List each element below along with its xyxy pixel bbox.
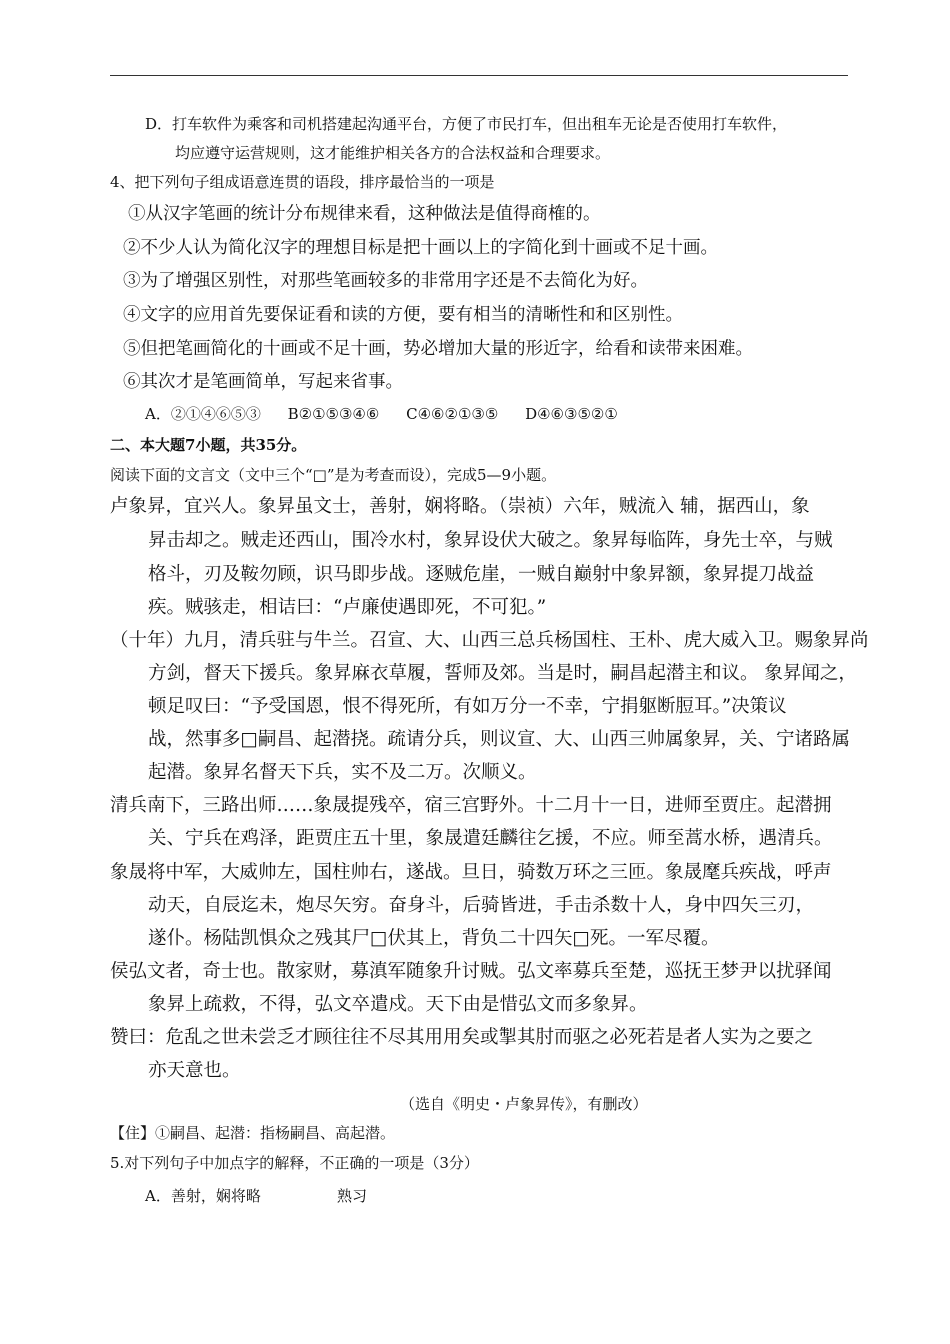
- q4-sentence-2: ②不少人认为简化汉字的理想目标是把十画以上的字简化到十画或不足十画。: [123, 238, 718, 258]
- q4-sentence-3: ③为了增强区别性，对那些笔画较多的非常用字还是不去简化为好。: [123, 271, 648, 291]
- footnote: 【住】①嗣昌、起潜：指杨嗣昌、高起潜。: [110, 1124, 396, 1142]
- q4-sentence-5: ⑤但把笔画简化的十画或不足十画，势必增加大量的形近字，给看和读带来困难。: [123, 339, 753, 359]
- section2-intro: 阅读下面的文言文（文中三个“□”是为考查而设），完成5—9小题。: [110, 466, 557, 484]
- q4-sentence-1: ①从汉字笔画的统计分布规律来看，这种做法是值得商榷的。: [128, 204, 601, 224]
- q5-stem: 5.对下列句子中加点字的解释，不正确的一项是（3分）: [110, 1154, 479, 1172]
- q4-option-b: B②①⑤③④⑥: [287, 405, 380, 423]
- header-rule: [110, 75, 848, 76]
- passage-line-17: 赞曰：危乱之世未尝乏才顾往往不尽其用用矣或掣其肘而驱之必死若是者人实为之要之: [110, 1027, 814, 1048]
- passage-line-10: 清兵南下，三路出师……象晟提残卒，宿三宫野外。十二月十一日，进师至贾庄。起潜拥: [110, 795, 832, 816]
- passage-line-4: 疾。贼骇走，相诘曰：“卢廉使遇即死，不可犯。”: [148, 597, 547, 618]
- q4-option-c: C④⑥②①③⑤: [406, 405, 499, 423]
- q4-stem: 4、把下列句子组成语意连贯的语段，排序最恰当的一项是: [110, 173, 495, 191]
- passage-line-9: 起潜。象昇名督天下兵，实不及二万。次顺义。: [148, 762, 537, 783]
- q4-sentence-6: ⑥其次才是笔画简单，写起来省事。: [123, 372, 403, 392]
- passage-line-16: 象昇上疏救，不得，弘文卒遣戍。天下由是惜弘文而多象昇。: [148, 994, 648, 1015]
- passage-line-11: 关、宁兵在鸡泽，距贾庄五十里，象晟遣廷麟往乞援，不应。师至蒿水桥，遇清兵。: [148, 828, 833, 849]
- passage-line-13: 动天，自辰迄未，炮尽矢穷。奋身斗，后骑皆进，手击杀数十人，身中四矢三刃，: [148, 895, 815, 916]
- passage-line-15: 侯弘文者，奇士也。散家财，募滇军随象升讨贼。弘文率募兵至楚，巡抚王梦尹以扰驿闻: [110, 961, 832, 982]
- passage-line-7: 顿足叹曰：“予受国恩，恨不得死所，有如万分一不幸，宁捐躯断脰耳。”决策议: [148, 696, 787, 717]
- passage-line-18: 亦天意也。: [148, 1060, 241, 1081]
- q5-option-a-gloss: 熟习: [337, 1187, 368, 1205]
- passage-line-12: 象晟将中军，大威帅左，国柱帅右，遂战。旦日，骑数万环之三匝。象晟麾兵疾战，呼声: [110, 862, 832, 883]
- q4-options: [145, 407, 640, 422]
- passage-line-6: 方剑，督天下援兵。象昇麻衣草履，誓师及郊。当是时，嗣昌起潜主和议。 象昇闻之，: [148, 663, 857, 684]
- passage-line-14: 遂仆。杨陆凯惧众之残其尸□伏其上，背负二十四矢□死。一军尽覆。: [148, 928, 720, 949]
- option-d-line1: D．打车软件为乘客和司机搭建起沟通平台，方便了市民打车，但出租车无论是否使用打车软件，: [145, 115, 788, 133]
- passage-source: （选自《明史・卢象昇传》，有删改）: [400, 1095, 648, 1113]
- passage-line-3: 格斗，刃及鞍勿顾，识马即步战。逐贼危崖，一贼自巅射中象昇额，象昇提刀战益: [148, 564, 815, 585]
- section2-heading: 二、本大题7小题，共35分。: [110, 436, 307, 454]
- passage-line-5: （十年）九月，清兵驻与牛兰。召宣、大、山西三总兵杨国柱、王朴、虎大威入卫。赐象昇尚: [110, 630, 869, 651]
- q5-option-a: A．善射，娴将略: [145, 1187, 261, 1205]
- q4-option-a: A．②①④⑥⑤③: [145, 405, 261, 423]
- q4-option-d: D④⑥③⑤②①: [525, 405, 618, 423]
- passage-line-2: 昇击却之。贼走还西山，围冷水村，象昇设伏大破之。象昇每临阵，身先士卒，与贼: [148, 530, 833, 551]
- q4-sentence-4: ④文字的应用首先要保证看和读的方便，要有相当的清晰性和和区别性。: [123, 305, 683, 325]
- passage-line-8: 战，然事多□嗣昌、起潜挠。疏请分兵，则议宣、大、山西三帅属象昇，关、宁诸路属: [148, 729, 850, 750]
- passage-line-1: 卢象昇，宜兴人。象昇虽文士，善射，娴将略。（崇祯）六年，贼流入 辅，据西山，象: [110, 496, 810, 517]
- option-d-line2: 均应遵守运营规则，这才能维护相关各方的合法权益和合理要求。: [175, 144, 611, 162]
